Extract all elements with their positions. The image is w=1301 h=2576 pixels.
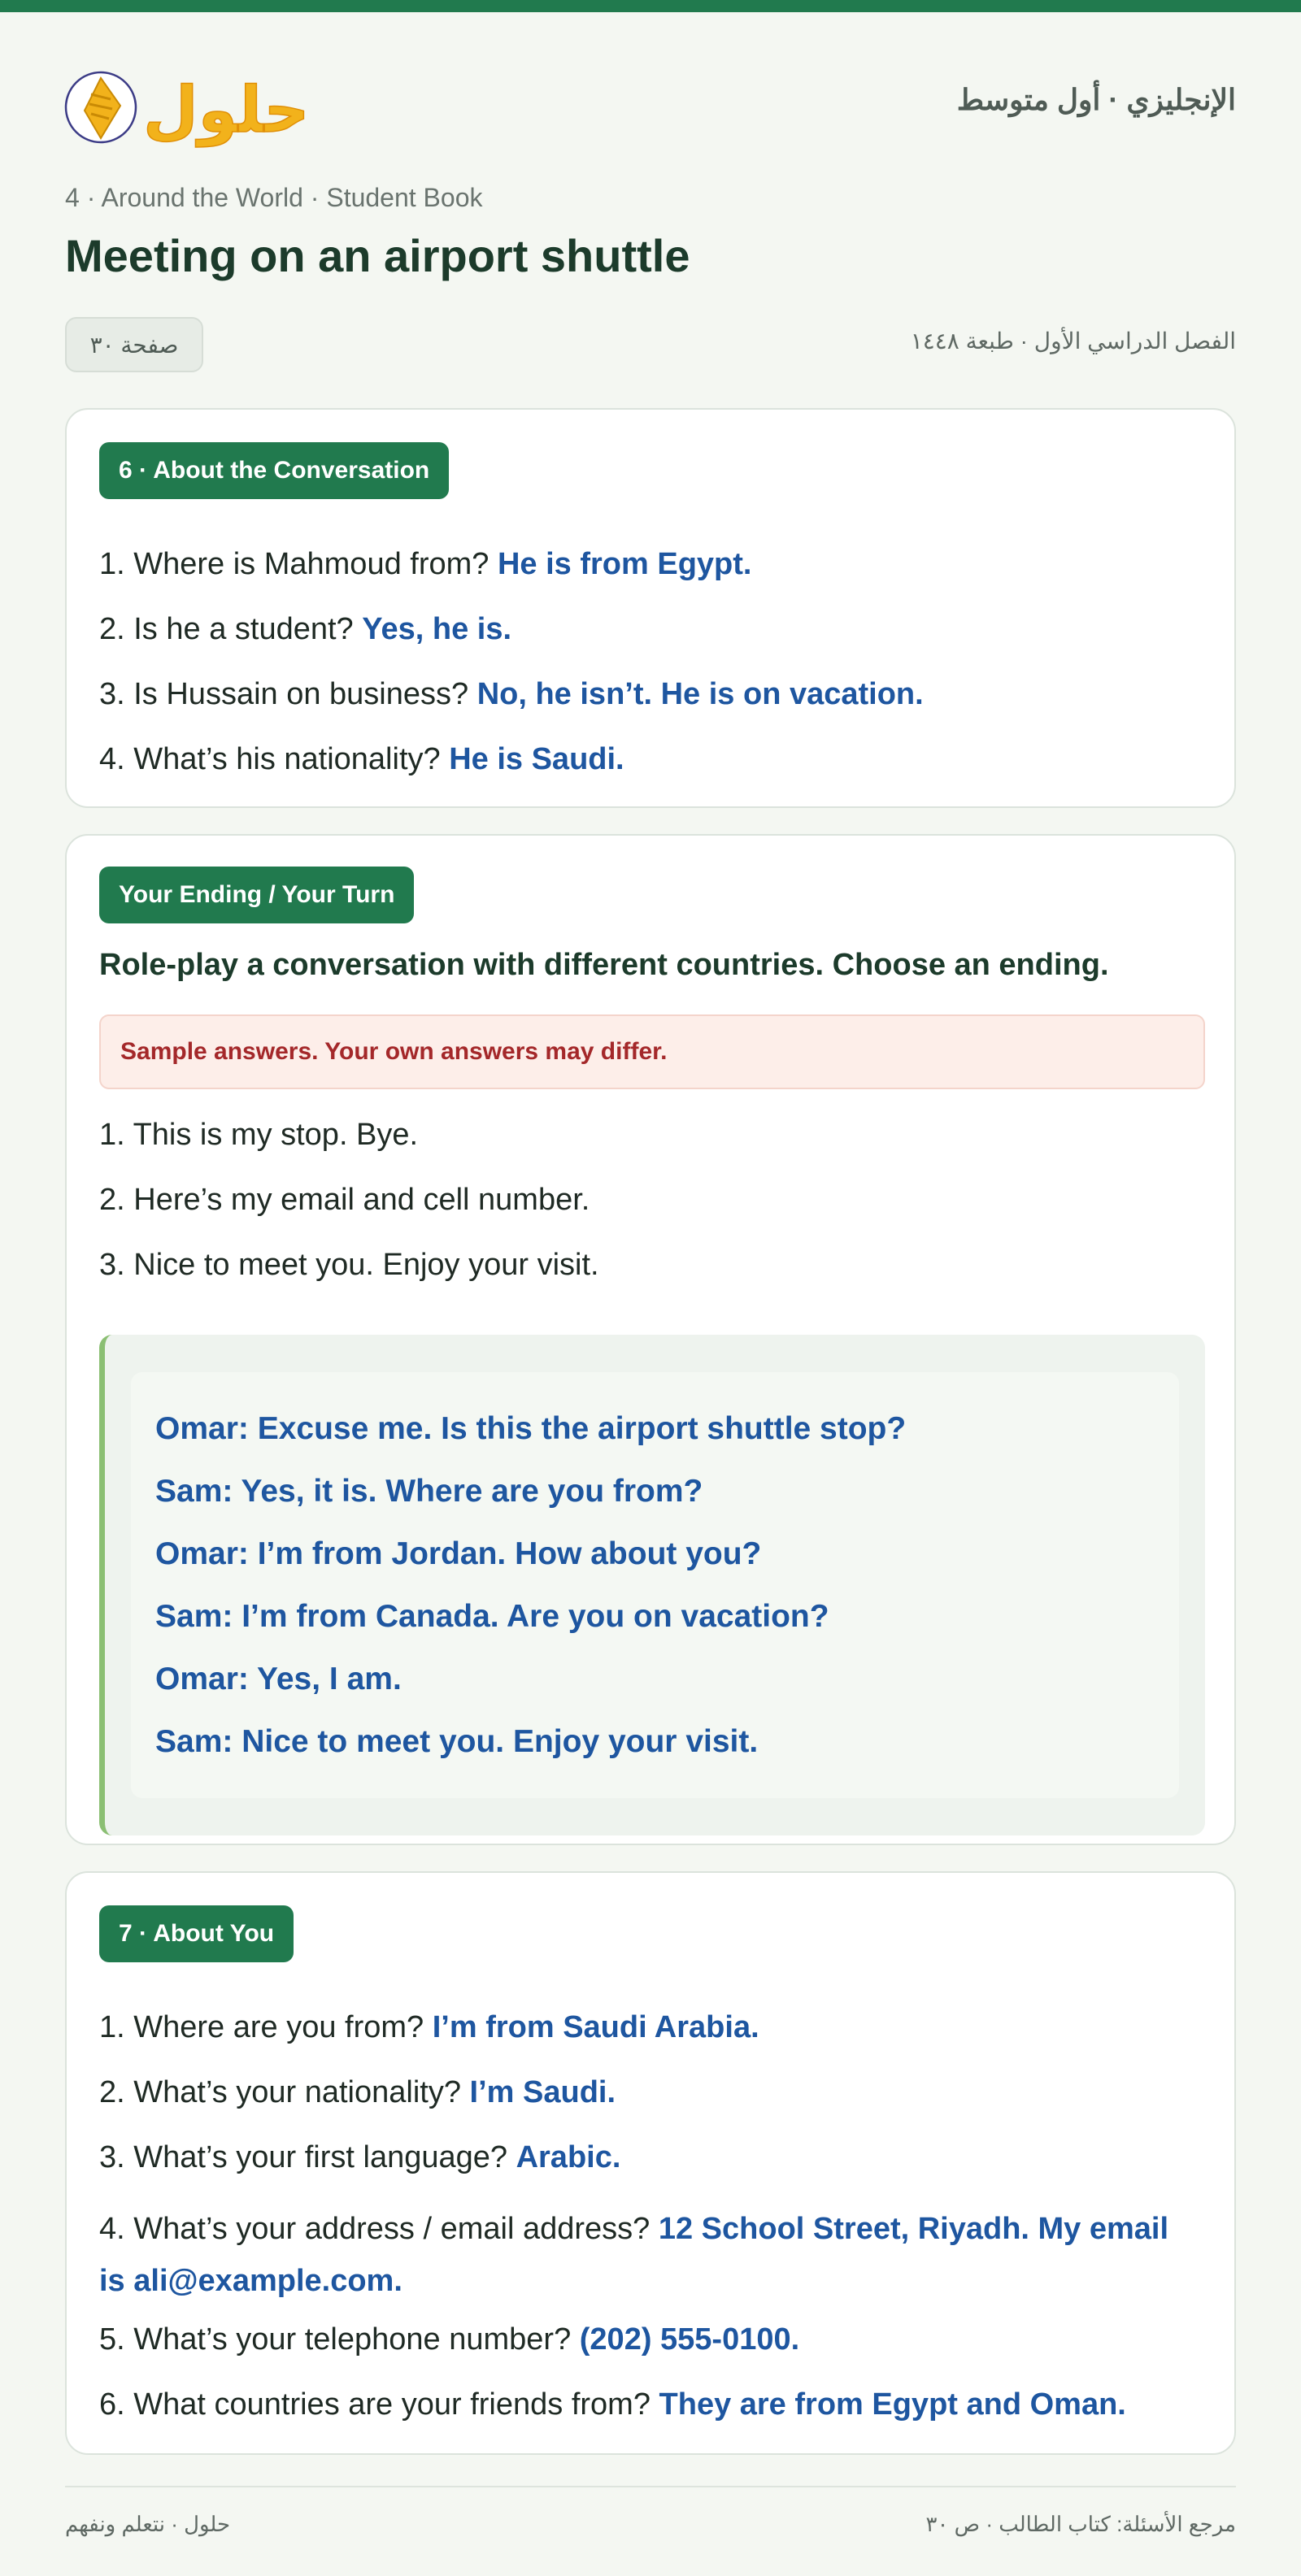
- qa-item: [99, 740, 624, 779]
- dialog-line: Sam: I’m from Canada. Are you on vacation?: [155, 1599, 829, 1634]
- about-conversation-card: [65, 408, 1236, 808]
- dialog-line: Omar: I’m from Jordan. How about you?: [155, 1536, 762, 1571]
- brand-logo: [65, 57, 310, 154]
- answer: (202) 555-0100.: [579, 2322, 800, 2357]
- qa-item: [99, 2008, 759, 2047]
- answer: I’m Saudi.: [469, 2075, 616, 2109]
- qa-item: [99, 675, 924, 714]
- section-badge: 6 · About the Conversation: [99, 442, 449, 499]
- answer: He is Saudi.: [449, 742, 624, 776]
- question: 1. Where are you from?: [99, 2010, 433, 2044]
- question: 6. What countries are your friends from?: [99, 2387, 659, 2422]
- ending-option: 2. Here’s my email and cell number.: [99, 1183, 590, 1217]
- question: 3. What’s your first language?: [99, 2140, 516, 2174]
- semester-info: الفصل الدراسي الأول · طبعة ١٤٤٨: [910, 328, 1236, 354]
- breadcrumb: 4 · Around the World · Student Book: [65, 183, 483, 212]
- question: 1. Where is Mahmoud from?: [99, 547, 498, 581]
- top-accent-bar: [0, 0, 1301, 12]
- question: 5. What’s your telephone number?: [99, 2322, 580, 2357]
- qa-item: [99, 2203, 1181, 2307]
- section-badge: Your Ending / Your Turn: [99, 867, 414, 923]
- footer-brand: حلول · نتعلم ونفهم: [65, 2512, 231, 2536]
- answer: He is from Egypt.: [497, 547, 752, 581]
- ending-option: 3. Nice to meet you. Enjoy your visit.: [99, 1248, 599, 1282]
- qa-item: [99, 545, 751, 584]
- question: 4. What’s your address / email address?: [99, 2212, 659, 2246]
- answer: Yes, he is.: [362, 612, 512, 646]
- answer: Arabic.: [516, 2140, 621, 2174]
- qa-item: [99, 610, 511, 649]
- footer-divider: [65, 2486, 1236, 2487]
- dialog-line: Sam: Yes, it is. Where are you from?: [155, 1474, 703, 1509]
- dialog-line: Omar: Excuse me. Is this the airport shuttle stop?: [155, 1411, 907, 1446]
- instruction-text: Role-play a conversation with different countries. Choose an ending.: [99, 948, 1109, 982]
- question: 3. Is Hussain on business?: [99, 677, 477, 711]
- dialog-panel: [131, 1372, 1179, 1798]
- answer: 12 School Street, Riyadh. My email is ali@example.com.: [99, 2212, 1169, 2298]
- qa-item: [99, 2138, 620, 2177]
- dialog-line: Sam: Nice to meet you. Enjoy your visit.: [155, 1724, 759, 1759]
- about-you-card: [65, 1871, 1236, 2455]
- question: 2. What’s your nationality?: [99, 2075, 470, 2109]
- qa-item: [99, 2385, 1126, 2424]
- logo-wordmark: حلول: [143, 74, 310, 147]
- dialog-line: Omar: Yes, I am.: [155, 1662, 402, 1696]
- section-badge: 7 · About You: [99, 1905, 294, 1962]
- question: 4. What’s his nationality?: [99, 742, 450, 776]
- qa-item: [99, 2073, 616, 2112]
- page-number-badge: صفحة ٣٠: [65, 317, 203, 372]
- answer: I’m from Saudi Arabia.: [432, 2010, 759, 2044]
- page-title: Meeting on an airport shuttle: [65, 230, 690, 281]
- footer-reference: مرجع الأسئلة: كتاب الطالب · ص ٣٠: [925, 2512, 1236, 2536]
- ending-option: 1. This is my stop. Bye.: [99, 1118, 419, 1152]
- qa-item: [99, 2320, 799, 2359]
- sample-dialog: [99, 1335, 1205, 1835]
- subject-title: الإنجليزي · أول متوسط: [956, 83, 1236, 116]
- answer: They are from Egypt and Oman.: [659, 2387, 1126, 2422]
- question: 2. Is he a student?: [99, 612, 363, 646]
- sample-answer-note: Sample answers. Your own answers may differ.: [99, 1014, 1205, 1089]
- answer: No, he isn’t. He is on vacation.: [476, 677, 924, 711]
- your-ending-card: [65, 834, 1236, 1845]
